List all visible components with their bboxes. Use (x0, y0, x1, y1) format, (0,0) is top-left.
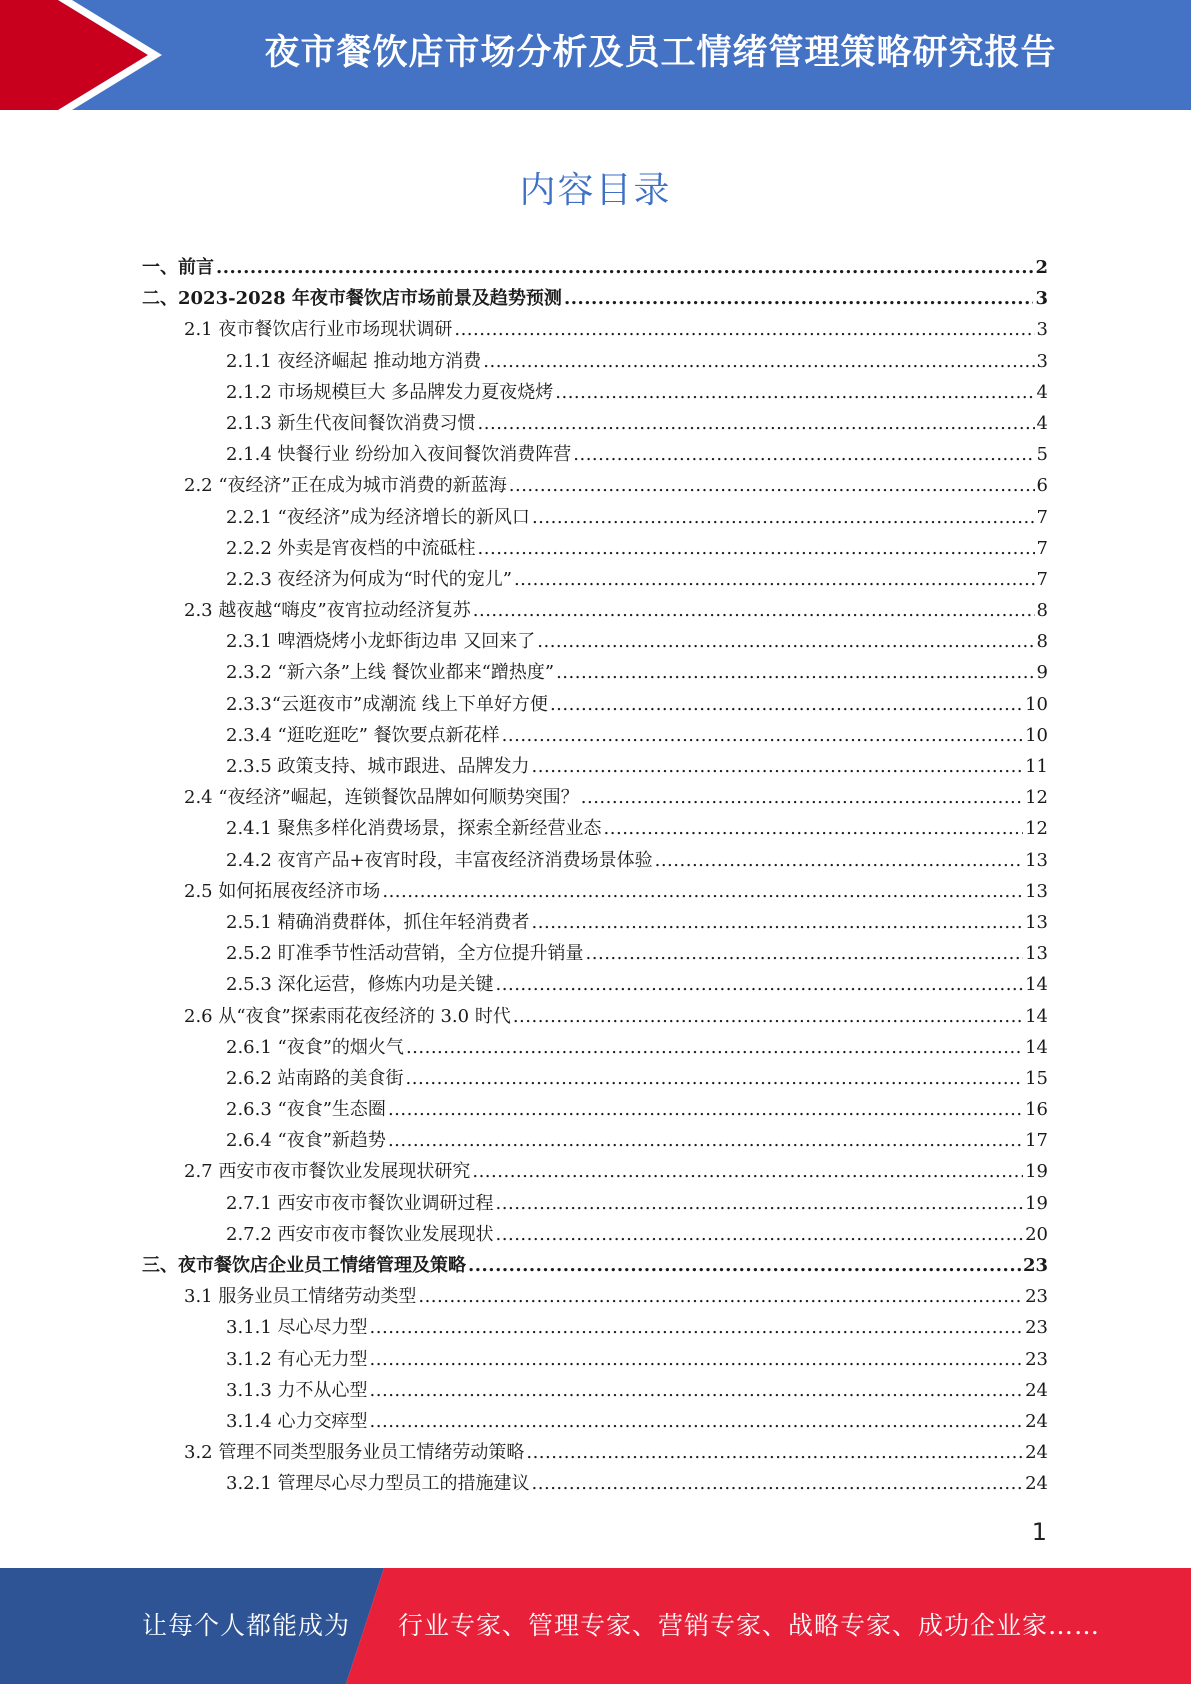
toc-dot-leader (537, 631, 1034, 652)
toc-dot-leader (496, 1193, 1024, 1214)
toc-entry-page: 24 (1025, 1379, 1048, 1401)
toc-entry-page: 13 (1025, 911, 1048, 933)
toc-entry-page: 24 (1025, 1473, 1048, 1495)
toc-dot-leader (513, 1006, 1023, 1027)
toc-dot-leader (586, 943, 1024, 964)
toc-entry-text: 2.6.2 站南路的美食街 (226, 1067, 404, 1089)
toc-entry[interactable] (142, 658, 1048, 689)
toc-entry-text: 2.4.1 聚焦多样化消费场景，探索全新经营业态 (226, 818, 602, 840)
toc-entry[interactable] (142, 1345, 1048, 1376)
toc-dot-leader (532, 912, 1024, 933)
toc-entry-page: 4 (1036, 412, 1048, 434)
toc-entry[interactable] (142, 1407, 1048, 1438)
toc-dot-leader (388, 1099, 1023, 1120)
toc-entry-page: 19 (1025, 1161, 1048, 1183)
toc-entry[interactable] (142, 1033, 1048, 1064)
footer-slogan-left: 让每个人都能成为 (142, 1611, 351, 1640)
toc-dot-leader (370, 1380, 1024, 1401)
toc-entry-text: 2.3.4 “逛吃逛吃” 餐饮要点新花样 (226, 724, 500, 746)
toc-entry[interactable] (142, 1282, 1048, 1313)
toc-dot-leader (370, 1349, 1024, 1370)
toc-entry-text: 2.3.2 “新六条”上线 餐饮业都来“蹭热度” (226, 662, 555, 684)
toc-entry[interactable] (142, 783, 1048, 814)
toc-dot-leader (526, 1442, 1023, 1463)
toc-entry[interactable] (142, 1064, 1048, 1095)
toc-entry-page: 6 (1036, 475, 1048, 497)
toc-entry[interactable] (142, 721, 1048, 752)
toc-entry[interactable] (142, 1313, 1048, 1344)
toc-entry-text: 3.2 管理不同类型服务业员工情绪劳动策略 (184, 1442, 525, 1464)
toc-dot-leader (472, 1161, 1023, 1182)
toc-entry-text: 2.3 越夜越“嗨皮”夜宵拉动经济复苏 (184, 600, 471, 622)
toc-entry[interactable] (142, 1126, 1048, 1157)
toc-entry-text: 2.3.5 政策支持、城市跟进、品牌发力 (226, 756, 530, 777)
toc-entry-text: 2.7.2 西安市夜市餐饮业发展现状 (226, 1223, 494, 1245)
toc-dot-leader (502, 725, 1023, 746)
toc-entry[interactable] (142, 627, 1048, 658)
toc-dot-leader (581, 787, 1023, 808)
toc-entry[interactable] (142, 315, 1048, 346)
toc-dot-leader (496, 1224, 1024, 1245)
toc-entry-page: 14 (1025, 1036, 1048, 1058)
toc-dot-leader (473, 600, 1035, 621)
toc-entry[interactable] (142, 1251, 1048, 1282)
toc-entry-page: 19 (1025, 1192, 1048, 1214)
toc-entry-page: 9 (1036, 662, 1048, 684)
toc-entry-page: 14 (1025, 974, 1048, 996)
toc-entry-text: 2.5.2 盯准季节性活动营销，全方位提升销量 (226, 943, 584, 965)
toc-entry[interactable] (142, 378, 1048, 409)
toc-entry-text: 3.1.2 有心无力型 (226, 1348, 368, 1370)
toc-entry-text: 三、夜市餐饮店企业员工情绪管理及策略 (142, 1255, 466, 1276)
toc-entry-text: 2.5 如何拓展夜经济市场 (184, 880, 381, 902)
toc-entry[interactable] (142, 1376, 1048, 1407)
toc-dot-leader (655, 850, 1023, 871)
toc-entry[interactable] (142, 752, 1048, 783)
toc-entry[interactable] (142, 846, 1048, 877)
toc-dot-leader (406, 1037, 1023, 1058)
toc-entry-text: 2.6.1 “夜食”的烟火气 (226, 1036, 404, 1058)
toc-entry-page: 12 (1025, 787, 1048, 809)
toc-entry[interactable] (142, 1438, 1048, 1469)
toc-entry[interactable] (142, 939, 1048, 970)
page-number: 1 (1031, 1518, 1047, 1546)
toc-entry-page: 10 (1025, 724, 1048, 746)
report-title: 夜市餐饮店市场分析及员工情绪管理策略研究报告 (264, 33, 1057, 73)
toc-entry-page: 3 (1036, 350, 1048, 372)
toc-entry-text: 2.6.4 “夜食”新趋势 (226, 1130, 386, 1152)
toc-dot-leader (382, 881, 1023, 902)
toc-entry-page: 13 (1025, 849, 1048, 871)
toc-entry-page: 17 (1025, 1130, 1048, 1152)
toc-entry[interactable] (142, 1220, 1048, 1251)
toc-dot-leader (370, 1411, 1024, 1432)
toc-dot-leader (564, 288, 1034, 309)
toc-heading: 内容目录 (519, 170, 672, 211)
toc-entry[interactable] (142, 565, 1048, 596)
toc-entry-page: 2 (1035, 257, 1048, 278)
toc-entry-page: 3 (1035, 288, 1048, 310)
toc-entry-page: 23 (1025, 1317, 1048, 1339)
toc-entry[interactable] (142, 253, 1048, 284)
toc-dot-leader (532, 507, 1035, 528)
toc-dot-leader (509, 475, 1035, 496)
toc-entry-text: 2.6 从“夜食”探索雨花夜经济的 3.0 时代 (184, 1005, 511, 1027)
toc-entry-page: 10 (1025, 693, 1048, 715)
toc-entry-text: 2.3.1 啤酒烧烤小龙虾街边串 又回来了 (226, 631, 536, 653)
toc-entry-page: 15 (1025, 1067, 1048, 1089)
toc-entry[interactable] (142, 284, 1048, 315)
toc-dot-leader (483, 351, 1034, 372)
toc-dot-leader (604, 818, 1024, 839)
toc-entry-text: 2.1.4 快餐行业 纷纷加入夜间餐饮消费阵营 (226, 444, 572, 466)
toc-dot-leader (388, 1130, 1023, 1151)
toc-entry-page: 3 (1036, 319, 1048, 341)
toc-dot-leader (532, 756, 1024, 777)
toc-entry-text: 2.7 西安市夜市餐饮业发展现状研究 (184, 1161, 471, 1183)
toc-entry[interactable] (142, 1095, 1048, 1126)
toc-entry[interactable] (142, 877, 1048, 908)
toc-entry-text: 二、2023-2028 年夜市餐饮店市场前景及趋势预测 (142, 288, 562, 310)
toc-entry[interactable] (142, 970, 1048, 1001)
toc-dot-leader (532, 1473, 1024, 1494)
toc-dot-leader (370, 1317, 1024, 1338)
toc-entry-text: 2.2.2 外卖是宵夜档的中流砥柱 (226, 537, 476, 559)
toc-entry-page: 14 (1025, 1005, 1048, 1027)
toc-entry-text: 3.1.1 尽心尽力型 (226, 1317, 368, 1339)
toc-entry-text: 2.3.3“云逛夜市”成潮流 线上下单好方便 (226, 693, 548, 715)
toc-entry[interactable] (142, 908, 1048, 939)
toc-dot-leader (478, 538, 1035, 559)
toc-entry-text: 2.1.3 新生代夜间餐饮消费习惯 (226, 412, 476, 434)
table-of-contents (142, 253, 1048, 1501)
toc-entry-text: 2.5.3 深化运营，修炼内功是关键 (226, 974, 494, 996)
toc-entry[interactable] (142, 814, 1048, 845)
toc-entry-page: 11 (1025, 756, 1048, 777)
toc-dot-leader (454, 319, 1034, 340)
report-header (0, 0, 1191, 110)
toc-dot-leader (555, 382, 1034, 403)
toc-dot-leader (468, 1255, 1021, 1276)
toc-entry-page: 23 (1025, 1348, 1048, 1370)
footer-slogan-right: 行业专家、管理专家、营销专家、战略专家、成功企业家…… (398, 1611, 1101, 1640)
toc-entry-page: 7 (1036, 537, 1048, 559)
toc-entry-page: 7 (1036, 568, 1048, 590)
toc-entry-text: 2.1.2 市场规模巨大 多品牌发力夏夜烧烤 (226, 381, 554, 403)
toc-dot-leader (478, 413, 1035, 434)
toc-entry-text: 2.4 “夜经济”崛起，连锁餐饮品牌如何顺势突围？ (184, 787, 579, 809)
toc-entry-page: 12 (1025, 818, 1048, 840)
toc-entry-page: 4 (1036, 381, 1048, 403)
toc-entry[interactable] (142, 596, 1048, 627)
toc-entry-text: 一、前言 (142, 257, 214, 278)
toc-entry-page: 13 (1025, 880, 1048, 902)
toc-entry-text: 3.1.4 心力交瘁型 (226, 1410, 368, 1432)
toc-dot-leader (556, 662, 1034, 683)
toc-entry-page: 8 (1036, 631, 1048, 653)
toc-entry[interactable] (142, 1189, 1048, 1220)
toc-dot-leader (514, 569, 1035, 590)
toc-entry-text: 3.1 服务业员工情绪劳动类型 (184, 1286, 417, 1308)
toc-dot-leader (216, 257, 1033, 278)
toc-entry[interactable] (142, 1002, 1048, 1033)
toc-entry-page: 16 (1025, 1099, 1048, 1121)
toc-entry[interactable] (142, 690, 1048, 721)
toc-entry-page: 24 (1025, 1442, 1048, 1464)
toc-entry-text: 3.2.1 管理尽心尽力型员工的措施建议 (226, 1473, 530, 1495)
toc-dot-leader (496, 974, 1024, 995)
toc-entry[interactable] (142, 1157, 1048, 1188)
toc-entry[interactable] (142, 409, 1048, 440)
header-red-arrow (0, 0, 148, 110)
report-footer (0, 1568, 1191, 1684)
toc-entry[interactable] (142, 1469, 1048, 1500)
toc-entry-page: 13 (1025, 943, 1048, 965)
toc-entry-text: 2.6.3 “夜食”生态圈 (226, 1099, 386, 1121)
toc-entry-text: 3.1.3 力不从心型 (226, 1379, 368, 1401)
toc-dot-leader (573, 444, 1034, 465)
toc-entry-page: 7 (1036, 506, 1048, 528)
toc-entry-text: 2.5.1 精确消费群体，抓住年轻消费者 (226, 911, 530, 933)
toc-entry-page: 23 (1022, 1255, 1048, 1276)
toc-entry[interactable] (142, 503, 1048, 534)
toc-entry-page: 23 (1025, 1286, 1048, 1308)
toc-entry-text: 2.2.3 夜经济为何成为“时代的宠儿” (226, 568, 512, 590)
toc-dot-leader (418, 1286, 1023, 1307)
toc-dot-leader (550, 694, 1023, 715)
toc-entry-text: 2.2.1 “夜经济”成为经济增长的新风口 (226, 506, 530, 528)
toc-entry-text: 2.1.1 夜经济崛起 推动地方消费 (226, 350, 482, 372)
toc-dot-leader (406, 1068, 1024, 1089)
toc-entry-page: 24 (1025, 1410, 1048, 1432)
toc-entry[interactable] (142, 440, 1048, 471)
toc-entry-page: 8 (1036, 600, 1048, 622)
toc-entry-page: 20 (1025, 1223, 1048, 1245)
toc-entry[interactable] (142, 471, 1048, 502)
toc-entry-text: 2.4.2 夜宵产品+夜宵时段，丰富夜经济消费场景体验 (226, 849, 653, 871)
toc-entry[interactable] (142, 534, 1048, 565)
toc-entry-text: 2.7.1 西安市夜市餐饮业调研过程 (226, 1192, 494, 1214)
toc-entry-text: 2.2 “夜经济”正在成为城市消费的新蓝海 (184, 475, 507, 497)
toc-entry-page: 5 (1036, 444, 1048, 466)
toc-entry-text: 2.1 夜市餐饮店行业市场现状调研 (184, 319, 453, 341)
toc-entry[interactable] (142, 347, 1048, 378)
